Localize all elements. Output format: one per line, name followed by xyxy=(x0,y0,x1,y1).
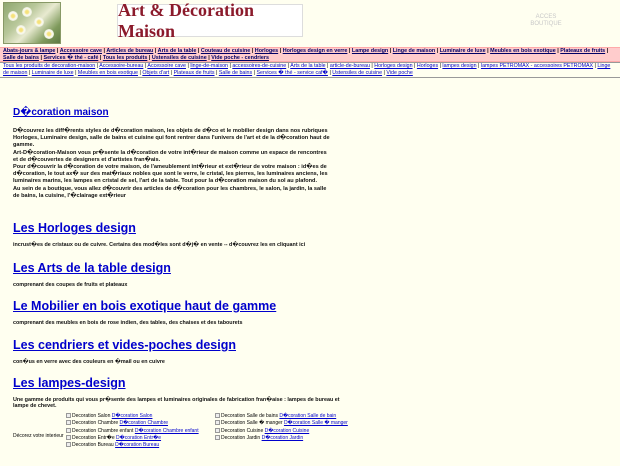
nav-separator: | xyxy=(196,48,201,54)
image-placeholder-icon xyxy=(66,413,71,418)
nav-item[interactable]: Articles de bureau xyxy=(106,48,154,54)
image-placeholder-icon xyxy=(215,413,220,418)
subnav-item[interactable]: Accessoire cave xyxy=(147,63,186,69)
decor-column-2 xyxy=(215,413,348,442)
decor-alt-text: Decoration Chambre enfant xyxy=(72,427,134,434)
decor-link[interactable]: D�coration Cuisine xyxy=(264,427,310,434)
nav-item[interactable]: Linge de maison xyxy=(392,48,436,54)
subnav-item[interactable]: Arts de la table xyxy=(290,63,326,69)
subnav-item[interactable]: Ustensiles de cuisine xyxy=(332,70,383,76)
section-title-link[interactable]: Les Arts de la table design xyxy=(13,261,171,275)
nav-separator: | xyxy=(55,48,60,54)
nav-separator: | xyxy=(38,55,44,61)
section-desc: Une gamme de produits qui vous pr�sente des lampes et luminaires originales de fabrication fran�aise : lampes de bureau et lampe de chevet. xyxy=(13,397,340,409)
image-placeholder-icon xyxy=(66,442,71,447)
image-placeholder-icon xyxy=(66,428,71,433)
subnav-item[interactable]: lampes design xyxy=(442,63,477,69)
section-desc: incrust�es de cristaux ou de cuivre. Certains des mod�les sont d�j� en vente -- d�couvrez les en cliquant ici xyxy=(13,242,306,248)
subnav-item[interactable]: Tous les produits de decoration-maison xyxy=(3,63,96,69)
intro-text xyxy=(13,128,333,200)
nav-separator: | xyxy=(185,63,191,69)
nav-separator: | xyxy=(73,70,78,76)
section-title-link[interactable]: Les Horloges design xyxy=(13,221,136,235)
section-horloges xyxy=(13,221,305,248)
decor-row xyxy=(215,435,348,442)
site-title: Art & Décoration Maison xyxy=(118,0,254,41)
section-lampes xyxy=(13,376,348,409)
nav-item[interactable]: Couteau de cuisine xyxy=(200,48,251,54)
nav-separator: | xyxy=(169,70,174,76)
intro-p4: Au sein de a boutique, vous allez d�couvrir des articles de d�coration pour les chambres, le salon, la jardin, la salle de bains, la cuisine, l'�clairage ext�rieur xyxy=(13,185,327,199)
subnav-item[interactable]: linge-de-maison xyxy=(190,63,228,69)
subnav-item[interactable]: Salle de bains xyxy=(218,70,253,76)
image-placeholder-icon xyxy=(66,420,71,425)
page-heading-link[interactable]: D�coration maison xyxy=(13,107,109,118)
main-category-nav xyxy=(0,47,620,62)
decor-alt-text: Decoration Jardin xyxy=(221,434,261,441)
decor-alt-text: Decoration Salle de bains xyxy=(221,413,278,419)
section-title-link[interactable]: Le Mobilier en bois exotique haut de gamme xyxy=(13,299,277,313)
nav-separator: | xyxy=(252,70,257,76)
nav-item[interactable]: Abats-jours & lampe xyxy=(3,48,56,54)
decor-column-1 xyxy=(66,413,199,449)
decor-link[interactable]: D�coration Chambre enfant xyxy=(134,427,199,434)
nav-separator: | xyxy=(388,48,393,54)
decor-row xyxy=(66,442,199,449)
decor-alt-text: Decoration Salon xyxy=(72,413,111,419)
nav-separator: | xyxy=(369,63,375,69)
subnav-item[interactable]: Horloges design xyxy=(374,63,413,69)
nav-item[interactable]: Horloges xyxy=(254,48,279,54)
intro-p1: D�couvrez les diff�rents styles de d�coration maison, les objets de d�co et le mobilier design dans nos rubriques Horloges, Luminaire design, salle de bains et cuisine qui font rentrer dans l'univers de l'art et de la d�coration haut de gamme. xyxy=(13,128,330,149)
subnav-item[interactable]: Vide poche xyxy=(386,70,413,76)
nav-item[interactable]: Vide poche - cendriers xyxy=(211,55,269,61)
decor-row xyxy=(215,428,348,435)
nav-separator: | xyxy=(412,63,417,69)
nav-separator: | xyxy=(382,70,387,76)
nav-item[interactable]: Tous les produits xyxy=(102,55,148,61)
nav-separator: | xyxy=(153,48,158,54)
header-photo xyxy=(3,2,61,44)
section-title-link[interactable]: Les cendriers et vides-poches design xyxy=(13,338,236,352)
nav-item[interactable]: Plateaux de fruits xyxy=(560,48,606,54)
acces-line1: ACCES xyxy=(535,14,557,20)
subnav-item[interactable]: Luminaire de luxe xyxy=(31,70,74,76)
page-heading xyxy=(13,107,613,118)
nav-item[interactable]: Salle de bains xyxy=(3,55,39,61)
image-placeholder-icon xyxy=(215,435,220,440)
decor-link[interactable]: D�coration Jardin xyxy=(261,434,304,441)
nav-separator: | xyxy=(138,70,143,76)
decor-row xyxy=(66,428,199,435)
subnav-item[interactable]: Accessoire-bureau xyxy=(99,63,144,69)
nav-separator: | xyxy=(278,48,283,54)
image-placeholder-icon xyxy=(215,420,220,425)
nav-item[interactable]: Arts de la table xyxy=(157,48,197,54)
section-cendriers xyxy=(13,338,236,365)
acces-line2: BOUTIQUE xyxy=(530,21,562,27)
nav-item[interactable]: Meubles en bois exotique xyxy=(490,48,556,54)
decor-alt-text: Decoration Salle � manger xyxy=(221,420,283,427)
secondary-nav xyxy=(0,63,620,77)
main-content xyxy=(13,107,613,409)
section-desc: con�us en verre avec des couleurs en �mail ou en cuivre xyxy=(13,359,165,365)
decor-link[interactable]: D�coration Chambre xyxy=(119,420,169,427)
nav-item[interactable]: Ustensiles de cuisine xyxy=(151,55,207,61)
subnav-item[interactable]: Meubles en bois exotique xyxy=(77,70,138,76)
nav-separator: | xyxy=(438,63,443,69)
nav-item[interactable]: Accessoire cave xyxy=(59,48,102,54)
nav-separator: | xyxy=(605,48,609,54)
section-desc: comprenant des coupes de fruits et plateaux xyxy=(13,282,128,288)
image-placeholder-icon xyxy=(66,435,71,440)
decor-alt-text: Decoration Entr�e xyxy=(72,434,115,441)
nav-separator: | xyxy=(250,48,255,54)
nav-separator: | xyxy=(206,55,212,61)
image-placeholder-icon xyxy=(215,428,220,433)
decor-link[interactable]: D�coration Salon xyxy=(111,413,153,419)
nav-separator: | xyxy=(95,63,100,69)
decor-label: Décorez votre interieur xyxy=(13,433,64,439)
decor-alt-text: Decoration Bureau xyxy=(72,442,114,449)
nav-separator: | xyxy=(435,48,440,54)
nav-separator: | xyxy=(27,70,32,76)
nav-separator: | xyxy=(98,55,103,61)
decor-alt-text: Decoration Cuisine xyxy=(221,427,264,434)
nav-separator: | xyxy=(147,55,152,61)
subnav-item[interactable]: article-de-bureau xyxy=(329,63,370,69)
section-desc: comprenant des meubles en bois de rose indien, des tables, des chaises et des tabourets xyxy=(13,320,243,326)
nav-separator: | xyxy=(593,63,598,69)
section-mobilier xyxy=(13,299,276,326)
section-title-link[interactable]: Les lampes-design xyxy=(13,376,126,390)
subnav-item[interactable]: Horloges xyxy=(416,63,439,69)
subnav-item[interactable]: Services � thé - service caf� xyxy=(256,70,328,76)
decor-row xyxy=(215,420,348,427)
nav-separator: | xyxy=(214,70,219,76)
decor-link[interactable]: D�coration Salle � manger xyxy=(283,420,348,427)
subnav-item[interactable]: Plateaux de fruits xyxy=(173,70,215,76)
nav-item[interactable]: Luminaire de luxe xyxy=(439,48,486,54)
subnav-item[interactable]: Linge de maison xyxy=(3,63,611,76)
decor-link[interactable]: D�coration Bureau xyxy=(115,442,160,449)
site-title-banner[interactable] xyxy=(117,0,303,41)
nav-separator: | xyxy=(327,70,333,76)
nav-item[interactable]: Horloges design en verre xyxy=(282,48,348,54)
nav-separator: | xyxy=(228,63,233,69)
nav-separator: | xyxy=(325,63,330,69)
subnav-item[interactable]: accessoires-de-cuisine xyxy=(232,63,287,69)
nav-separator: | xyxy=(476,63,481,69)
decor-link[interactable]: D�coration Salle de bain xyxy=(279,413,337,419)
nav-separator: | xyxy=(286,63,291,69)
subnav-item[interactable]: lampes PETROMAX - accessoires PETROMAX xyxy=(480,63,594,69)
intro-p3: Pour d�couvrir la d�coration de votre maison, de l'ameublement int�rieur et ext�rieur de votre maison : id�es de d�coration, le tout ax� sur des mat�riaux nobles que sont le verre, le cristal, les pierres, les luminaires anciens, les luminaires marins, les lampes en cristal de sel, l'art de la table. Tout pour la d�coration maison du sol au plafond. xyxy=(13,164,328,185)
intro-p2: Art-D�coration-Maison vous pr�sente la d�coration de votre int�rieur de maison comme un espace de rencontres et de d�couvertes de designers et d'artistes fran�ais. xyxy=(13,149,327,163)
acces-boutique-link[interactable] xyxy=(524,14,568,28)
nav-separator: | xyxy=(102,48,107,54)
decor-link[interactable]: D�coration Entr�e xyxy=(116,434,162,441)
nav-item[interactable]: Services � thé - café xyxy=(43,55,99,61)
decor-alt-text: Decoration Chambre xyxy=(72,420,119,427)
nav-item[interactable]: Lampe design xyxy=(351,48,389,54)
section-arts-table xyxy=(13,261,171,288)
nav-separator: | xyxy=(485,48,491,54)
nav-separator: | xyxy=(555,48,561,54)
nav-separator: | xyxy=(143,63,148,69)
subnav-item[interactable]: Objets d'art xyxy=(142,70,170,76)
nav-separator: | xyxy=(347,48,352,54)
decor-row xyxy=(66,420,199,427)
